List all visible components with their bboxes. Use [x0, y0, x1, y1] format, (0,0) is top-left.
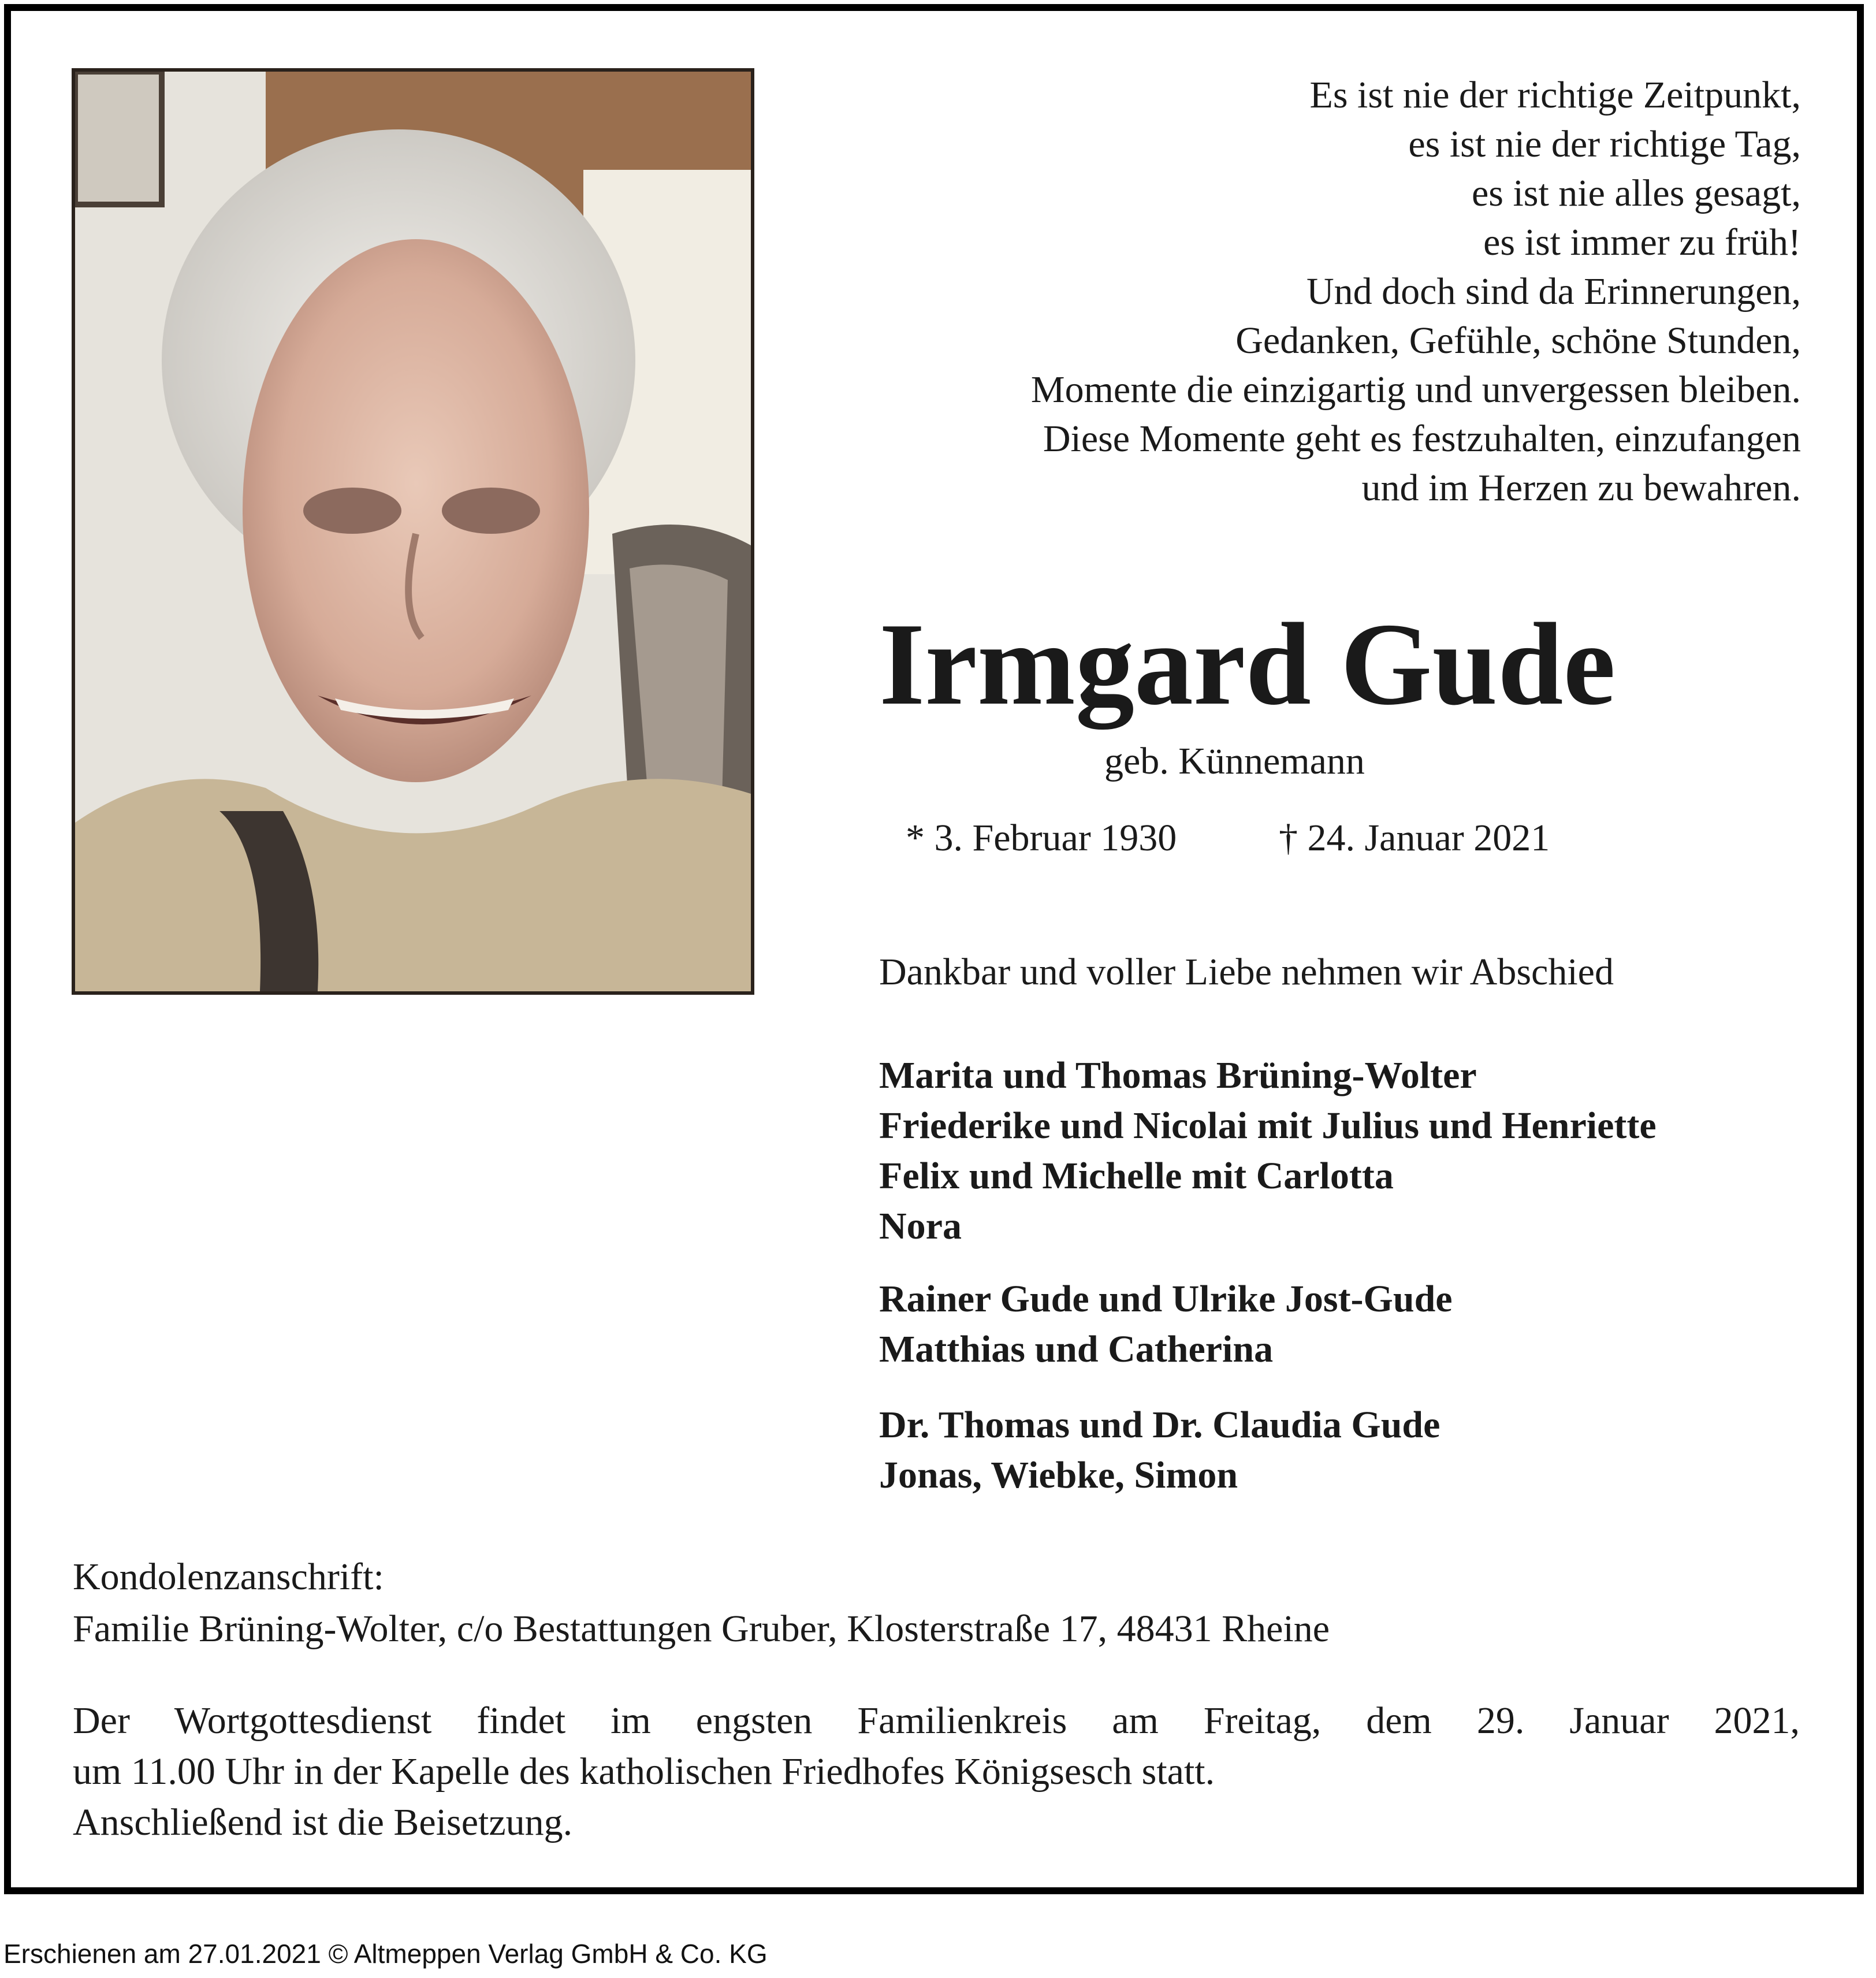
- birth-date: * 3. Februar 1930: [906, 817, 1177, 859]
- mourner-line: Friederike und Nicolai mit Julius und Henriette: [879, 1105, 1657, 1147]
- publication-footer: Erschienen am 27.01.2021 © Altmeppen Verlag GmbH & Co. KG: [3, 1939, 768, 1969]
- mourner-line: Jonas, Wiebke, Simon: [879, 1454, 1238, 1496]
- poem-line: Momente die einzigartig und unvergessen bleiben.: [1030, 369, 1801, 411]
- portrait-illustration: [75, 72, 751, 991]
- poem-line: und im Herzen zu bewahren.: [1361, 467, 1801, 509]
- service-info: [73, 1696, 1800, 1848]
- mourner-line: Matthias und Catherina: [879, 1328, 1274, 1370]
- poem-line: es ist nie der richtige Tag,: [1408, 123, 1801, 165]
- poem-line: Gedanken, Gefühle, schöne Stunden,: [1235, 319, 1801, 362]
- mourner-line: Rainer Gude und Ulrike Jost-Gude: [879, 1278, 1453, 1320]
- mourner-line: Marita und Thomas Brüning-Wolter: [879, 1054, 1477, 1096]
- mourner-group: [879, 1400, 1440, 1500]
- service-line: Anschließend ist die Beisetzung.: [73, 1801, 573, 1843]
- mourner-line: Nora: [879, 1205, 962, 1247]
- service-line: Der Wortgottesdienst findet im engsten Familienkreis am Freitag, dem 29. Januar 2021,: [73, 1700, 1800, 1742]
- mourner-group: [879, 1274, 1453, 1374]
- poem-line: Es ist nie der richtige Zeitpunkt,: [1309, 74, 1801, 116]
- poem-line: es ist nie alles gesagt,: [1471, 172, 1801, 214]
- condolence-label: Kondolenzanschrift:: [73, 1556, 384, 1598]
- service-line: um 11.00 Uhr in der Kapelle des katholischen Friedhofes Königsesch statt.: [73, 1750, 1215, 1793]
- farewell-text: Dankbar und voller Liebe nehmen wir Abschied: [879, 951, 1614, 993]
- poem-line: Und doch sind da Erinnerungen,: [1306, 270, 1801, 313]
- death-date: † 24. Januar 2021: [1279, 817, 1550, 859]
- deceased-name: Irmgard Gude: [879, 599, 1616, 730]
- portrait-photo: [72, 68, 754, 995]
- memorial-poem: [761, 70, 1801, 512]
- birth-name: geb. Künnemann: [1104, 740, 1365, 782]
- mourner-line: Felix und Michelle mit Carlotta: [879, 1155, 1394, 1197]
- mourner-group: [879, 1050, 1657, 1251]
- poem-line: es ist immer zu früh!: [1483, 221, 1801, 263]
- condolence-address-line: Familie Brüning-Wolter, c/o Bestattungen Gruber, Klosterstraße 17, 48431 Rheine: [73, 1608, 1330, 1650]
- condolence-address: [73, 1551, 1330, 1655]
- mourner-line: Dr. Thomas und Dr. Claudia Gude: [879, 1404, 1440, 1446]
- poem-line: Diese Momente geht es festzuhalten, einzufangen: [1043, 418, 1801, 460]
